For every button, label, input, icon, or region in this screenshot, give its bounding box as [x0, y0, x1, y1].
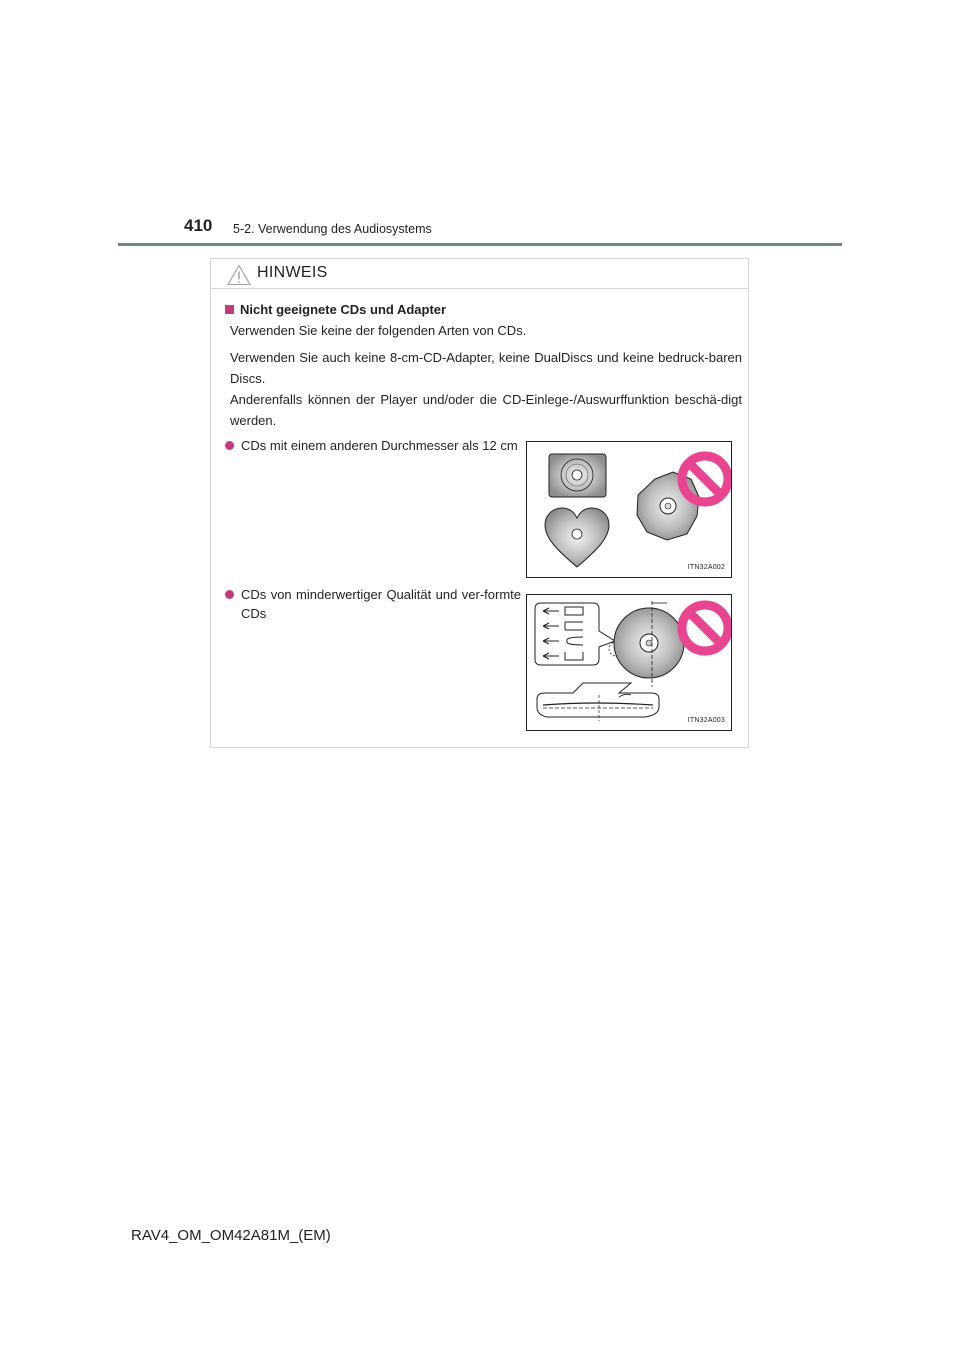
notice-header	[211, 259, 748, 289]
figure-deformed-cds	[526, 594, 732, 731]
footer-code: RAV4_OM_OM42A81M_(EM)	[131, 1227, 331, 1244]
list-item	[225, 585, 521, 623]
topic-heading	[225, 302, 446, 317]
list-item-text: CDs mit einem anderen Durchmesser als 12 cm	[241, 438, 518, 453]
section-title: 5-2. Verwendung des Audiosystems	[233, 222, 432, 236]
header-rule	[118, 243, 842, 246]
page-number: 410	[184, 216, 213, 235]
notice-box	[210, 258, 749, 748]
bullet-dot-icon	[225, 590, 234, 599]
bullet-dot-icon	[225, 441, 234, 450]
illustration-deformed-cds	[527, 595, 731, 730]
list-item-text: CDs von minderwertiger Qualität und ver-formte CDs	[241, 587, 521, 621]
square-bullet-icon	[225, 305, 234, 314]
figure-code: ITN32A002	[687, 564, 725, 571]
list-item	[225, 436, 521, 455]
notice-title: HINWEIS	[257, 264, 328, 281]
figure-code: ITN32A003	[687, 717, 725, 724]
paragraph: Verwenden Sie keine der folgenden Arten von CDs.	[230, 323, 527, 338]
paragraph: Anderenfalls können der Player und/oder die CD-Einlege-/Auswurffunktion beschä-digt werden.	[230, 392, 742, 428]
illustration-shaped-cds	[527, 442, 731, 577]
prohibition-sign-icon	[682, 605, 728, 651]
topic-text: Nicht geeignete CDs und Adapter	[240, 302, 447, 317]
figure-non-standard-cds	[526, 441, 732, 578]
warning-triangle-icon	[227, 264, 251, 286]
paragraph: Verwenden Sie auch keine 8-cm-CD-Adapter, keine DualDiscs und keine bedruck-baren Discs.	[230, 350, 742, 386]
